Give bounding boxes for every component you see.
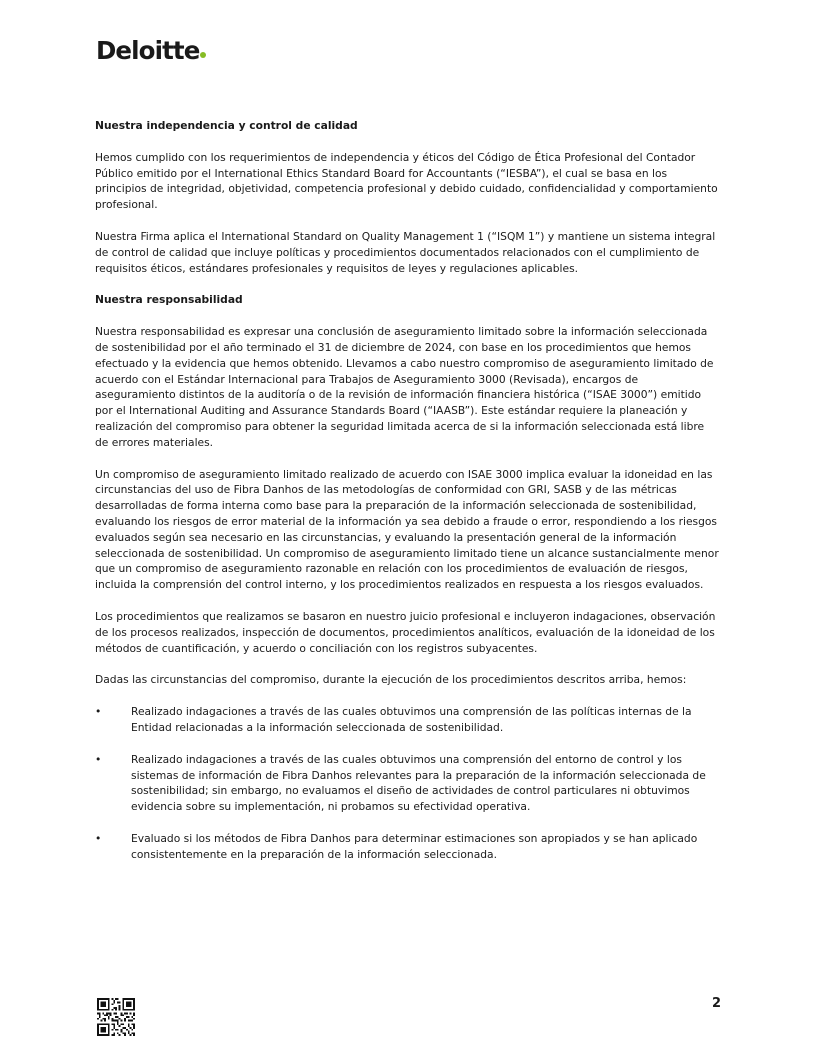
logo-text: Deloitte	[96, 36, 200, 65]
paragraph: Hemos cumplido con los requerimientos de independencia y éticos del Código de Ética Profesional del Contador Público emitido por el International Ethics Standard Board for Accountants (“IESBA”), el cual se basa en los principios de integridad, objetividad, competencia profesional y debido cuidado, confidencialidad y comportamiento profesional.	[95, 150, 718, 212]
paragraph: Nuestra Firma aplica el International Standard on Quality Management 1 (“ISQM 1”) y mantiene un sistema integral de control de calidad que incluye políticas y procedimientos documentados relacionados con el cumplimiento de requisitos éticos, estándares profesionales y requisitos de leyes y regulaciones aplicables.	[95, 229, 716, 275]
bullet-icon: •	[95, 831, 102, 845]
paragraph: Nuestra responsabilidad es expresar una conclusión de aseguramiento limitado sobre la información seleccionada de sostenibilidad por el año terminado el 31 de diciembre de 2024, con base en los procedimientos que hemos efectuado y la evidencia que hemos obtenido. Llevamos a cabo nuestro compromiso de aseguramiento limitado de acuerdo con el Estándar Internacional para Trabajos de Aseguramiento 3000 (Revisada), encargos de aseguramiento distintos de la auditoría o de la revisión de información financiera histórica (“ISAE 3000”) emitido por el International Auditing and Assurance Standards Board (“IAASB”). Este estándar requiere la planeación y realización del compromiso para obtener la seguridad limitada acerca de si la información seleccionada está libre de errores materiales.	[95, 325, 714, 449]
section-heading-responsibility: Nuestra responsabilidad	[95, 293, 243, 307]
list-item-text: Realizado indagaciones a través de las cuales obtuvimos una comprensión del entorno de control y los sistemas de información de Fibra Danhos relevantes para la preparación de la información seleccionada de sostenibilidad; sin embargo, no evaluamos el diseño de actividades de control particulares ni obtuvimos evidencia sobre su implementación, ni probamos su efectividad operativa.	[131, 752, 706, 814]
bullet-icon: •	[95, 705, 102, 719]
bullet-icon: •	[95, 752, 102, 766]
list-item-text: Realizado indagaciones a través de las cuales obtuvimos una comprensión de las políticas internas de la Entidad relacionadas a la información seleccionada de sostenibilidad.	[131, 705, 692, 734]
paragraph: Un compromiso de aseguramiento limitado realizado de acuerdo con ISAE 3000 implica evaluar la idoneidad en las circunstancias del uso de Fibra Danhos de las metodologías de conformidad con GRI, SASB y de las métricas desarrolladas de forma interna como base para la preparación de la información seleccionada de sostenibilidad, evaluando los riesgos de error material de la información ya sea debido a fraude o error, respondiendo a los riesgos evaluados según sea necesario en las circunstancias, y evaluando la presentación general de la información seleccionada de sostenibilidad. Un compromiso de aseguramiento limitado tiene un alcance sustancialmente menor que un compromiso de aseguramiento razonable en relación con los procedimientos de evaluación de riesgos, incluida la comprensión del control interno, y los procedimientos realizados en respuesta a los riesgos evaluados.	[95, 467, 719, 592]
deloitte-logo	[96, 36, 206, 66]
document-body	[95, 118, 719, 878]
qr-code-icon	[97, 998, 135, 1036]
section-heading-independence: Nuestra independencia y control de calidad	[95, 119, 358, 132]
logo-dot-icon	[200, 52, 206, 58]
paragraph: Dadas las circunstancias del compromiso, durante la ejecución de los procedimientos descritos arriba, hemos:	[95, 673, 687, 687]
list-item	[95, 831, 719, 863]
procedures-list	[95, 704, 719, 862]
paragraph: Los procedimientos que realizamos se basaron en nuestro juicio profesional e incluyeron indagaciones, observación de los procesos realizados, inspección de documentos, procedimientos analíticos, evaluación de la idoneidad de los métodos de cuantificación, y acuerdo o conciliación con los registros subyacentes.	[95, 609, 716, 655]
list-item-text: Evaluado si los métodos de Fibra Danhos para determinar estimaciones son apropiados y se han aplicado consistentemente en la preparación de la información seleccionada.	[131, 831, 698, 861]
list-item	[95, 704, 719, 736]
list-item	[95, 752, 719, 815]
page-number: 2	[711, 996, 721, 1011]
